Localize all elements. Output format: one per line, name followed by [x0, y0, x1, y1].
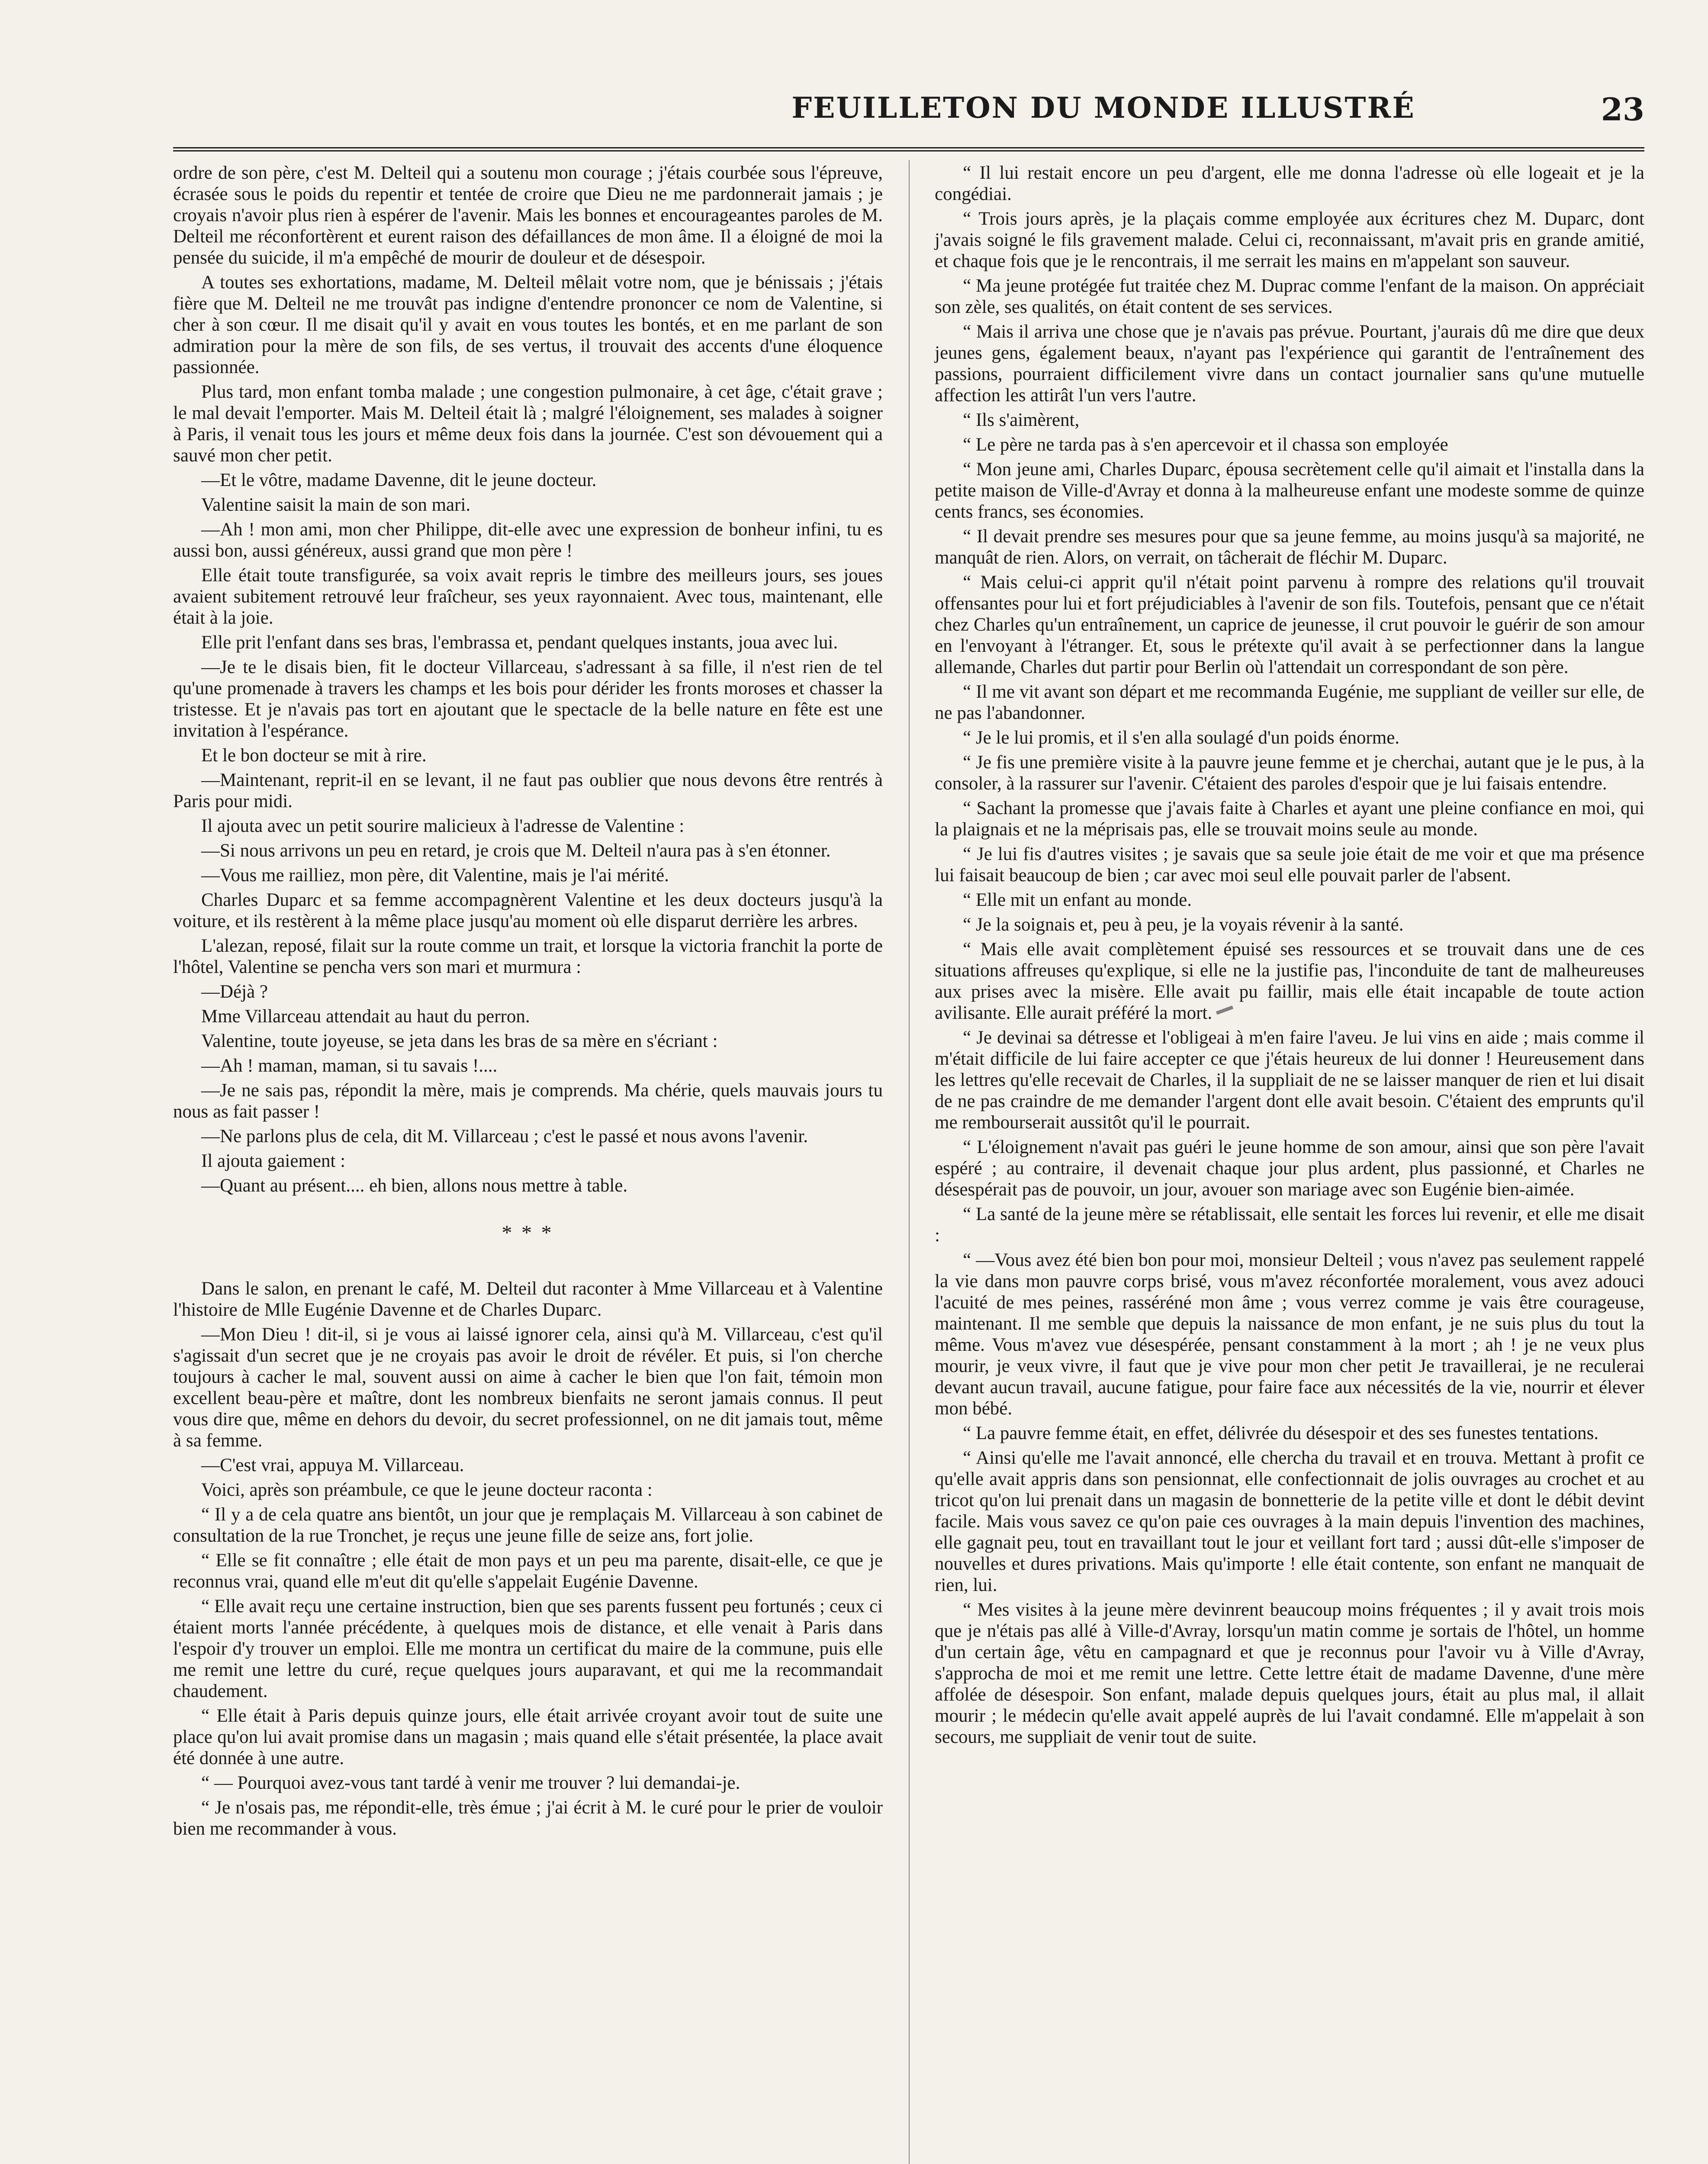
paragraph: “ Je le lui promis, et il s'en alla soulagé d'un poids énorme. [963, 728, 1400, 748]
paragraph: “ Le père ne tarda pas à s'en apercevoir et il chassa son employée [963, 435, 1448, 455]
paragraph: “ Elle avait reçu une certaine instruction, bien que ses parents fussent peu fortunés ; ceux ci étaient morts l'année précédente, à quelques mois de distance, et elle venait à Paris dans l'espoir d'y trouver un emploi. Elle me montra un certificat du maire de la commune, puis elle me remit une lettre du curé, reçue quelques jours auparavant, et qui me la recommandait chaudement. [173, 1596, 883, 1701]
paragraph: —Ne parlons plus de cela, dit M. Villarceau ; c'est le passé et nous avons l'avenir. [201, 1126, 808, 1146]
paragraph: Dans le salon, en prenant le café, M. Delteil dut raconter à Mme Villarceau et à Valentine l'histoire de Mlle Eugénie Davenne et de Charles Duparc. [173, 1278, 883, 1320]
paragraph: “ Sachant la promesse que j'avais faite à Charles et ayant une pleine confiance en moi, qui la plaignais et ne la méprisais pas, elle se trouvait moins seule au monde. [935, 798, 1644, 840]
paragraph: “ L'éloignement n'avait pas guéri le jeune homme de son amour, ainsi que son père l'avait espéré ; au contraire, il devenait chaque jour plus ardent, plus passionné, et Charles ne désespérait pas de pouvoir, un jour, avouer son mariage avec son Eugénie bien-aimée. [935, 1137, 1644, 1200]
paragraph: “ Il y a de cela quatre ans bientôt, un jour que je remplaçais M. Villarceau à son cabinet de consultation de la rue Tronchet, je reçus une jeune fille de seize ans, fort jolie. [173, 1504, 883, 1546]
paragraph: “ Il lui restait encore un peu d'argent, elle me donna l'adresse où elle logeait et je la congédiai. [935, 163, 1644, 204]
paragraph: —Je ne sais pas, répondit la mère, mais je comprends. Ma chérie, quels mauvais jours tu nous as fait passer ! [173, 1080, 883, 1122]
paragraph: “ Elle était à Paris depuis quinze jours, elle était arrivée croyant avoir tout de suite une place qu'on lui avait promise dans un magasin ; mais quand elle s'était présentée, la place avait été donnée à une autre. [173, 1706, 883, 1768]
paragraph: Plus tard, mon enfant tomba malade ; une congestion pulmonaire, à cet âge, c'était grave ; le mal devait l'emporter. Mais M. Delteil était là ; malgré l'éloignement, ses malades à soigner à Paris, il venait tous les jours et même deux fois dans la journée. C'est son dévouement qui a sauvé mon cher petit. [173, 382, 883, 466]
paragraph: “ Il devait prendre ses mesures pour que sa jeune femme, au moins jusqu'à sa majorité, ne manquât de rien. Alors, on verrait, on tâcherait de fléchir M. Duparc. [935, 526, 1644, 568]
paragraph: “ Mais celui-ci apprit qu'il n'était point parvenu à rompre des relations qu'il trouvait offensantes pour lui et fort préjudiciables à l'avenir de son fils. Toutefois, pensant que ce n'était chez Charles qu'un entraînement, un caprice de jeunesse, il crut pouvoir le guérir de son amour en l'envoyant à l'étranger. Et, sous le prétexte qu'il avait à se perfectionner dans la langue allemande, Charles dut partir pour Berlin où l'attendait un correspondant de son père. [935, 572, 1644, 677]
paragraph: —Ah ! maman, maman, si tu savais !.... [201, 1056, 498, 1076]
paragraph: —C'est vrai, appuya M. Villarceau. [201, 1455, 464, 1475]
paragraph: —Vous me railliez, mon père, dit Valentine, mais je l'ai mérité. [201, 865, 669, 886]
paragraph: L'alezan, reposé, filait sur la route comme un trait, et lorsque la victoria franchit la porte de l'hôtel, Valentine se pencha vers son mari et murmura : [173, 936, 883, 977]
page-number: 23 [1601, 91, 1644, 128]
paragraph: “ Je lui fis d'autres visites ; je savais que sa seule joie était de me voir et que ma présence lui faisait beaucoup de bien ; car avec moi seul elle pouvait parler de l'absent. [935, 844, 1644, 886]
paragraph: —Ah ! mon ami, mon cher Philippe, dit-elle avec une expression de bonheur infini, tu es aussi bon, aussi généreux, aussi grand que mon père ! [173, 519, 883, 561]
paragraph: “ Elle se fit connaître ; elle était de mon pays et un peu ma parente, disait-elle, ce que je reconnus vrai, quand elle m'eut dit qu'elle s'appelait Eugénie Davenne. [173, 1550, 883, 1592]
paragraph: “ Ils s'aimèrent, [963, 410, 1080, 430]
paragraph: Elle était toute transfigurée, sa voix avait repris le timbre des meilleurs jours, ses joues avaient subitement retrouvé leur fraîcheur, ses yeux rayonnaient. Avec tous, maintenant, elle était à la joie. [173, 565, 883, 628]
right-column-text [935, 162, 1644, 1748]
paragraph: “ Je fis une première visite à la pauvre jeune femme et je cherchai, autant que je le pus, à la consoler, à la rassurer sur l'avenir. C'étaient des paroles d'espoir que je lui faisais entendre. [935, 752, 1644, 794]
paragraph: “ Trois jours après, je la plaçais comme employée aux écritures chez M. Duparc, dont j'avais soigné le fils gravement malade. Celui ci, reconnaissant, m'avait pris en grande amitié, et chaque fois que je le rencontrais, il me serrait les mains en m'appelant son sauveur. [935, 209, 1644, 271]
paragraph: “ Je n'osais pas, me répondit-elle, très émue ; j'ai écrit à M. le curé pour le prier de vouloir bien me recommander à vous. [173, 1797, 883, 1839]
paragraph: Et le bon docteur se mit à rire. [201, 745, 427, 766]
paragraph: “ La santé de la jeune mère se rétablissait, elle sentait les forces lui revenir, et elle me disait : [935, 1204, 1644, 1246]
right-column [935, 162, 1644, 1751]
left-column [173, 162, 883, 1843]
paragraph: “ —Vous avez été bien bon pour moi, monsieur Delteil ; vous n'avez pas seulement rappelé la vie dans mon pauvre corps brisé, vous m'avez réconfortée moralement, vous avez adouci l'acuité de mes peines, rasséréné mon âme ; vous verrez comme je vais être courageuse, maintenant. Il me semble que depuis la naissance de mon enfant, je ne suis plus du tout la même. Vous m'avez vue désespérée, pensant constamment à la mort ; ah ! je ne veux plus mourir, je veux vivre, il faut que je vive pour mon cher petit Je travaillerai, je ne reculerai devant aucun travail, aucune fatigue, pour faire face aux nécessités de la vie, nourrir et élever mon bébé. [935, 1250, 1644, 1419]
paragraph: —Je te le disais bien, fit le docteur Villarceau, s'adressant à sa fille, il n'est rien de tel qu'une promenade à travers les champs et les bois pour dérider les fronts moroses et chasser la tristesse. Et je n'avais pas tort en ajoutant que le spectacle de la belle nature en fête est une invitation à l'espérance. [173, 657, 883, 741]
paragraph: —Si nous arrivons un peu en retard, je crois que M. Delteil n'aura pas à s'en étonner. [201, 840, 831, 861]
paragraph: —Déjà ? [201, 982, 268, 1002]
paragraph: “ Mais elle avait complètement épuisé ses ressources et se trouvait dans une de ces situations affreuses qu'explique, si elle ne la justifie pas, l'inconduite de tant de malheureuses aux prises avec la misère. Elle avait pu faillir, mais elle était incapable de toute action avilisante. Elle aurait préféré la mort. [935, 939, 1644, 1023]
paragraph: —Mon Dieu ! dit-il, si je vous ai laissé ignorer cela, ainsi qu'à M. Villarceau, c'est qu'il s'agissait d'un secret que je ne croyais pas avoir le droit de révéler. Et puis, si l'on cherche toujours à cacher le mal, souvent aussi on aime à cacher le bien que l'on fait, témoin mon excellent beau-père et maître, dont les nombreux bienfaits ne seront jamais connus. Il peut vous dire que, même en dehors du devoir, du secret professionnel, on ne dit jamais tout, même à sa femme. [173, 1324, 883, 1451]
left-column-text-after [173, 1278, 883, 1839]
section-separator: * * * [502, 1221, 554, 1244]
paragraph: Elle prit l'enfant dans ses bras, l'embrassa et, pendant quelques instants, joua avec lui. [201, 632, 838, 653]
paragraph: “ Mes visites à la jeune mère devinrent beaucoup moins fréquentes ; il y avait trois mois que je n'étais pas allé à Ville-d'Avray, lorsqu'un matin comme je sortais de l'hôtel, un homme d'un certain âge, vêtu en campagnard et que je reconnus pour l'avoir vu à Ville d'Avray, s'approcha de moi et me remit une lettre. Cette lettre était de madame Davenne, d'une mère affolée de désespoir. Son enfant, malade depuis quelques jours, était au plus mal, il allait mourir ; le médecin qu'elle avait appelé auprès de lui l'avait condamné. Elle m'appelait à son secours, me suppliait de venir tout de suite. [935, 1600, 1644, 1747]
paragraph: —Quant au présent.... eh bien, allons nous mettre à table. [201, 1175, 628, 1196]
paragraph: Il ajouta avec un petit sourire malicieux à l'adresse de Valentine : [201, 816, 685, 836]
paragraph: Mme Villarceau attendait au haut du perron. [201, 1006, 530, 1027]
paragraph: Valentine saisit la main de son mari. [201, 495, 471, 515]
paragraph: “ La pauvre femme était, en effet, délivrée du désespoir et des ses funestes tentations. [963, 1423, 1599, 1443]
paragraph: —Et le vôtre, madame Davenne, dit le jeune docteur. [201, 470, 597, 490]
paragraph: ordre de son père, c'est M. Delteil qui a soutenu mon courage ; j'étais courbée sous l'épreuve, écrasée sous le poids du repentir et tentée de croire que Dieu ne me pardonnerait jamais ; je croyais n'avoir plus rien à espérer de l'avenir. Mais les bonnes et encourageantes paroles de M. Delteil me réconfortèrent et eurent raison des défaillances de mon âme. Il a éloigné de moi la pensée du suicide, il m'a empêché de mourir de douleur et de désespoir. [173, 163, 883, 268]
left-column-text-before [173, 162, 883, 1196]
paragraph: Voici, après son préambule, ce que le jeune docteur raconta : [201, 1480, 653, 1500]
paragraph: “ Mais il arriva une chose que je n'avais pas prévue. Pourtant, j'aurais dû me dire que deux jeunes gens, également beaux, n'ayant pas l'expérience qui garantit de l'entraînement des passions, pourraient difficilement vivre dans un contact journalier sans qu'une mutuelle affection les attirât l'un vers l'autre. [935, 322, 1644, 406]
paragraph: Charles Duparc et sa femme accompagnèrent Valentine et les deux docteurs jusqu'à la voiture, et ils restèrent à la même place jusqu'au moment où elle disparut derrière les arbres. [173, 890, 883, 931]
running-title: FEUILLETON DU MONDE ILLUSTRÉ [791, 91, 1415, 125]
paragraph: “ Mon jeune ami, Charles Duparc, épousa secrètement celle qu'il aimait et l'installa dans la petite maison de Ville-d'Avray et donna à la malheureuse enfant une modeste somme de quinze cents francs, ses économies. [935, 459, 1644, 522]
paragraph: “ Ainsi qu'elle me l'avait annoncé, elle chercha du travail et en trouva. Mettant à profit ce qu'elle avait appris dans son pensionnat, elle confectionnait de jolis ouvrages au crochet et au tricot qu'on lui prenait dans un magasin de bonnetterie de la petite ville et dont le débit devint facile. Mais vous savez ce qu'on paie ces ouvrages à la main depuis l'invention des machines, elle gagnait peu, tout en travaillant tout le jour et veillant fort tard ; aussi dût-elle s'imposer de nouvelles et dures privations. Mais qu'importe ! elle était contente, son enfant ne manquait de rien, lui. [935, 1448, 1644, 1595]
column-divider [909, 160, 910, 2164]
paragraph: “ Ma jeune protégée fut traitée chez M. Duprac comme l'enfant de la maison. On appréciait son zèle, ses qualités, on était content de ses services. [935, 276, 1644, 317]
paragraph: “ Je la soignais et, peu à peu, je la voyais révenir à la santé. [963, 915, 1404, 935]
page-header [173, 82, 1644, 151]
paragraph: A toutes ses exhortations, madame, M. Delteil mêlait votre nom, que je bénissais ; j'étais fière que M. Delteil ne me trouvât pas indigne d'entendre prononcer ce nom de Valentine, si cher à son cœur. Il me disait qu'il y avait en vous toutes les bontés, et en me parlant de son admiration pour la mère de son fils, de ses vertus, il trouvait des accents d'une éloquence passionnée. [173, 272, 883, 377]
paragraph: “ Il me vit avant son départ et me recommanda Eugénie, me suppliant de veiller sur elle, de ne pas l'abandonner. [935, 682, 1644, 723]
paragraph: Valentine, toute joyeuse, se jeta dans les bras de sa mère en s'écriant : [201, 1031, 718, 1051]
paragraph: —Maintenant, reprit-il en se levant, il ne faut pas oublier que nous devons être rentrés à Paris pour midi. [173, 770, 883, 812]
paragraph: “ Elle mit un enfant au monde. [963, 890, 1192, 910]
paragraph: “ — Pourquoi avez-vous tant tardé à venir me trouver ? lui demandai-je. [201, 1773, 740, 1793]
paragraph: Il ajouta gaiement : [201, 1151, 346, 1171]
paragraph: “ Je devinai sa détresse et l'obligeai à m'en faire l'aveu. Je lui vins en aide ; mais comme il m'était difficile de lui faire accepter ce que j'étais heureux de lui donner ! Heureusement dans les lettres qu'elle recevait de Charles, il la suppliait de ne se laisser manquer de rien et lui disait de ne pas craindre de me demander l'argent dont elle avait besoin. C'étaient des emprunts qu'il me rembourserait aussitôt qu'il le pourrait. [935, 1027, 1644, 1133]
